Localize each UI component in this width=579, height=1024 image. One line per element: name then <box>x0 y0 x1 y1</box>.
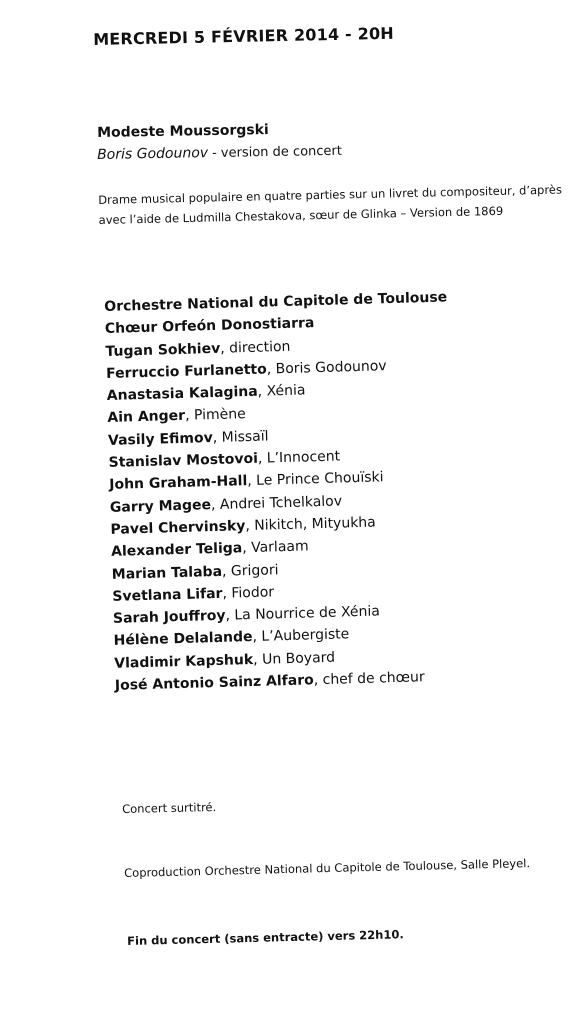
composer-name: Modeste Moussorgski <box>97 122 269 141</box>
cast-role: Un Boyard <box>261 649 336 668</box>
cast-role: La Nourrice de Xénia <box>234 603 381 624</box>
cast-separator: , <box>242 540 252 557</box>
work-separator: - <box>212 145 217 161</box>
cast-name: Hélène Delalande <box>113 629 253 650</box>
cast-name: Vladimir Kapshuk <box>114 651 254 672</box>
cast-role: Xénia <box>266 382 306 400</box>
cast-separator: , <box>257 383 267 400</box>
concert-date: MERCREDI 5 FÉVRIER 2014 - 20H <box>93 23 395 49</box>
cast-name: Sarah Jouffroy <box>112 607 226 628</box>
cast-role: L’Aubergiste <box>261 626 350 646</box>
cast-separator: , <box>221 563 232 580</box>
cast-name: Chœur Orfeón Donostiarra <box>104 315 315 338</box>
coproduction-note: Coproduction Orchestre National du Capitole de Toulouse, Salle Pleyel. <box>124 856 531 880</box>
cast-name: Ain Anger <box>107 408 186 427</box>
cast-name: Orchestre National du Capitole de Toulouse <box>104 289 448 315</box>
surtitles-note: Concert surtitré. <box>122 800 217 816</box>
cast-name: Tugan Sokhiev <box>105 340 221 360</box>
cast-name: Svetlana Lifar <box>112 585 223 605</box>
cast-separator: , <box>219 340 230 357</box>
work-version: version de concert <box>220 143 343 161</box>
description-line: avec l’aide de Ludmilla Chestakova, sœur de Glinka – Version de 1869 <box>98 203 504 227</box>
cast-name: John Graham-Hall <box>109 473 248 494</box>
cast-name: Stanislav Mostovoi <box>108 450 259 472</box>
cast-role: L’Innocent <box>266 448 341 467</box>
cast-name: Garry Magee <box>109 496 212 516</box>
cast-separator: , <box>252 629 262 646</box>
cast-role: Pimène <box>193 406 246 425</box>
cast-separator: , <box>313 672 323 689</box>
cast-name: Ferruccio Furlanetto <box>105 361 267 382</box>
description-line: Drame musical populaire en quatre parties sur un livret du compositeur, d’après <box>98 182 563 207</box>
cast-separator: , <box>247 473 257 490</box>
cast-name: Alexander Teliga <box>110 540 243 561</box>
cast-role: Andrei Tchelkalov <box>219 493 343 513</box>
work-description <box>98 179 563 230</box>
cast-role: Grigori <box>230 561 279 580</box>
cast-name: Pavel Chervinsky <box>110 518 246 538</box>
cast-separator: , <box>266 361 276 378</box>
cast-separator: , <box>225 607 235 624</box>
cast-name: Vasily Efimov <box>107 429 213 449</box>
cast-role: chef de chœur <box>322 669 425 689</box>
cast-separator: , <box>212 429 222 446</box>
cast-separator: , <box>210 496 221 513</box>
cast-name: Anastasia Kalagina <box>106 383 258 405</box>
cast-separator: , <box>245 517 255 535</box>
work-title: Boris Godounov <box>97 145 209 163</box>
work-line <box>97 143 342 163</box>
end-time-note: Fin du concert (sans entracte) vers 22h10. <box>127 927 404 948</box>
cast-role: direction <box>228 338 291 357</box>
cast-list <box>104 286 458 697</box>
cast-role: Boris Godounov <box>275 358 387 378</box>
cast-separator: , <box>184 408 195 425</box>
cast-separator: , <box>222 585 232 602</box>
cast-role: Fiodor <box>231 584 275 602</box>
cast-separator: , <box>252 651 263 668</box>
cast-role: Varlaam <box>250 538 309 557</box>
cast-separator: , <box>257 450 268 467</box>
cast-role: Le Prince Chouïski <box>255 469 384 490</box>
cast-role: Nikitch, Mityukha <box>254 514 376 534</box>
cast-name: Marian Talaba <box>111 563 223 583</box>
cast-role: Missaïl <box>221 428 269 446</box>
cast-name: José Antonio Sainz Alfaro <box>114 672 314 694</box>
